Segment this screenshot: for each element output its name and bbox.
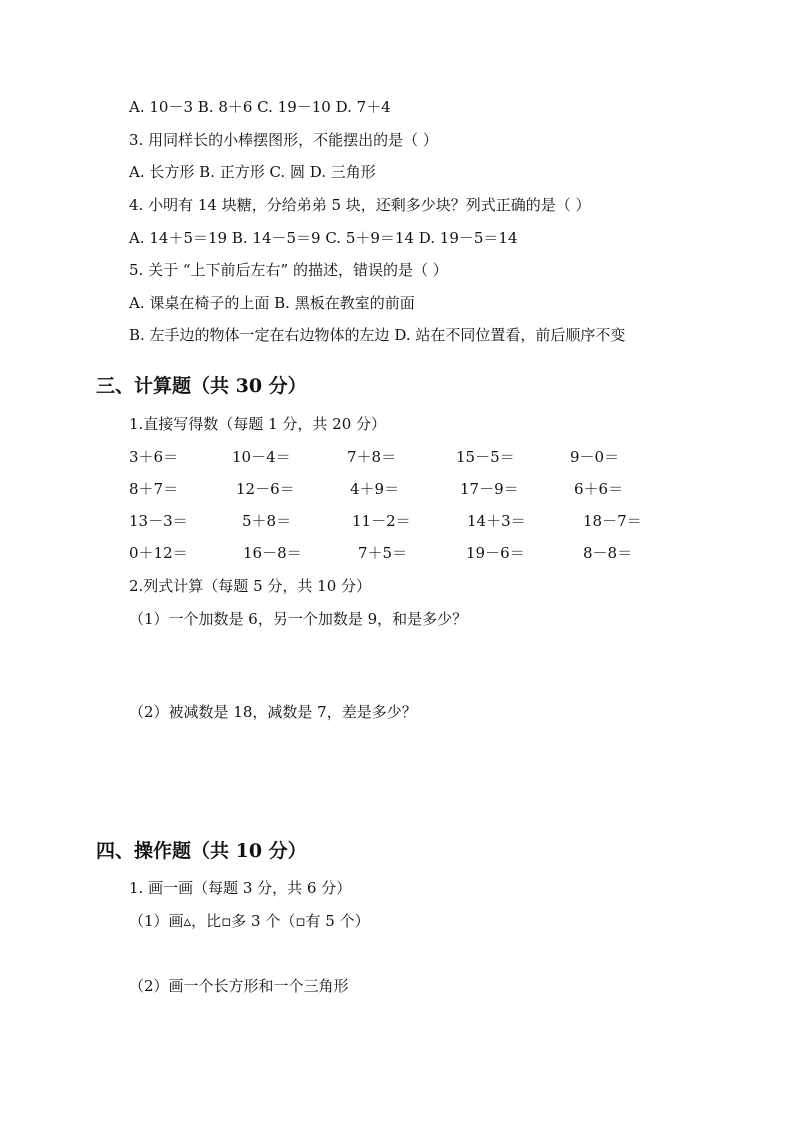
math-item: 8－8＝ bbox=[583, 544, 633, 562]
math-item: 17－9＝ bbox=[460, 480, 519, 498]
math-item: 18－7＝ bbox=[583, 512, 642, 530]
math-item: 6＋6＝ bbox=[574, 480, 624, 498]
math-item: 13－3＝ bbox=[129, 512, 188, 530]
q3-options: A. 长方形 B. 正方形 C. 圆 D. 三角形 bbox=[129, 163, 376, 181]
math-item: 8＋7＝ bbox=[129, 480, 179, 498]
math-item: 19－6＝ bbox=[466, 544, 525, 562]
section4-q1: （1）画▵，比▫多 3 个（▫有 5 个） bbox=[129, 912, 370, 930]
section4-heading: 四、操作题（共 10 分） bbox=[96, 840, 307, 862]
section3-part2-q2: （2）被减数是 18，减数是 7，差是多少？ bbox=[129, 703, 417, 721]
section3-heading: 三、计算题（共 30 分） bbox=[96, 375, 307, 397]
section4-part1-title: 1. 画一画（每题 3 分，共 6 分） bbox=[129, 879, 352, 897]
section3-part2-q1: （1）一个加数是 6，另一个加数是 9，和是多少？ bbox=[129, 610, 468, 628]
math-item: 7＋5＝ bbox=[358, 544, 408, 562]
q2-options: A. 10－3 B. 8＋6 C. 19－10 D. 7＋4 bbox=[129, 98, 391, 116]
math-item: 15－5＝ bbox=[456, 448, 515, 466]
math-item: 0＋12＝ bbox=[129, 544, 188, 562]
math-item: 3＋6＝ bbox=[129, 448, 179, 466]
section3-part2-title: 2.列式计算（每题 5 分，共 10 分） bbox=[129, 577, 372, 595]
q5-options-1: A. 课桌在椅子的上面 B. 黑板在教室的前面 bbox=[129, 294, 415, 312]
math-item: 7＋8＝ bbox=[347, 448, 397, 466]
math-item: 14＋3＝ bbox=[467, 512, 526, 530]
q3-stem: 3. 用同样长的小棒摆图形，不能摆出的是（ ） bbox=[129, 131, 438, 149]
math-item: 9－0＝ bbox=[570, 448, 620, 466]
math-item: 16－8＝ bbox=[243, 544, 302, 562]
math-item: 11－2＝ bbox=[352, 512, 411, 530]
math-item: 10－4＝ bbox=[232, 448, 291, 466]
q4-stem: 4. 小明有 14 块糖，分给弟弟 5 块，还剩多少块？列式正确的是（ ） bbox=[129, 196, 591, 214]
math-item: 12－6＝ bbox=[236, 480, 295, 498]
math-item: 5＋8＝ bbox=[242, 512, 292, 530]
q4-options: A. 14＋5＝19 B. 14－5＝9 C. 5＋9＝14 D. 19－5＝14 bbox=[129, 229, 518, 247]
section3-part1-title: 1.直接写得数（每题 1 分，共 20 分） bbox=[129, 415, 387, 433]
section4-q2: （2）画一个长方形和一个三角形 bbox=[129, 977, 349, 995]
math-item: 4＋9＝ bbox=[350, 480, 400, 498]
q5-options-2: B. 左手边的物体一定在右边物体的左边 D. 站在不同位置看，前后顺序不变 bbox=[129, 326, 626, 344]
q5-stem: 5. 关于 “上下前后左右” 的描述，错误的是（ ） bbox=[129, 261, 448, 279]
